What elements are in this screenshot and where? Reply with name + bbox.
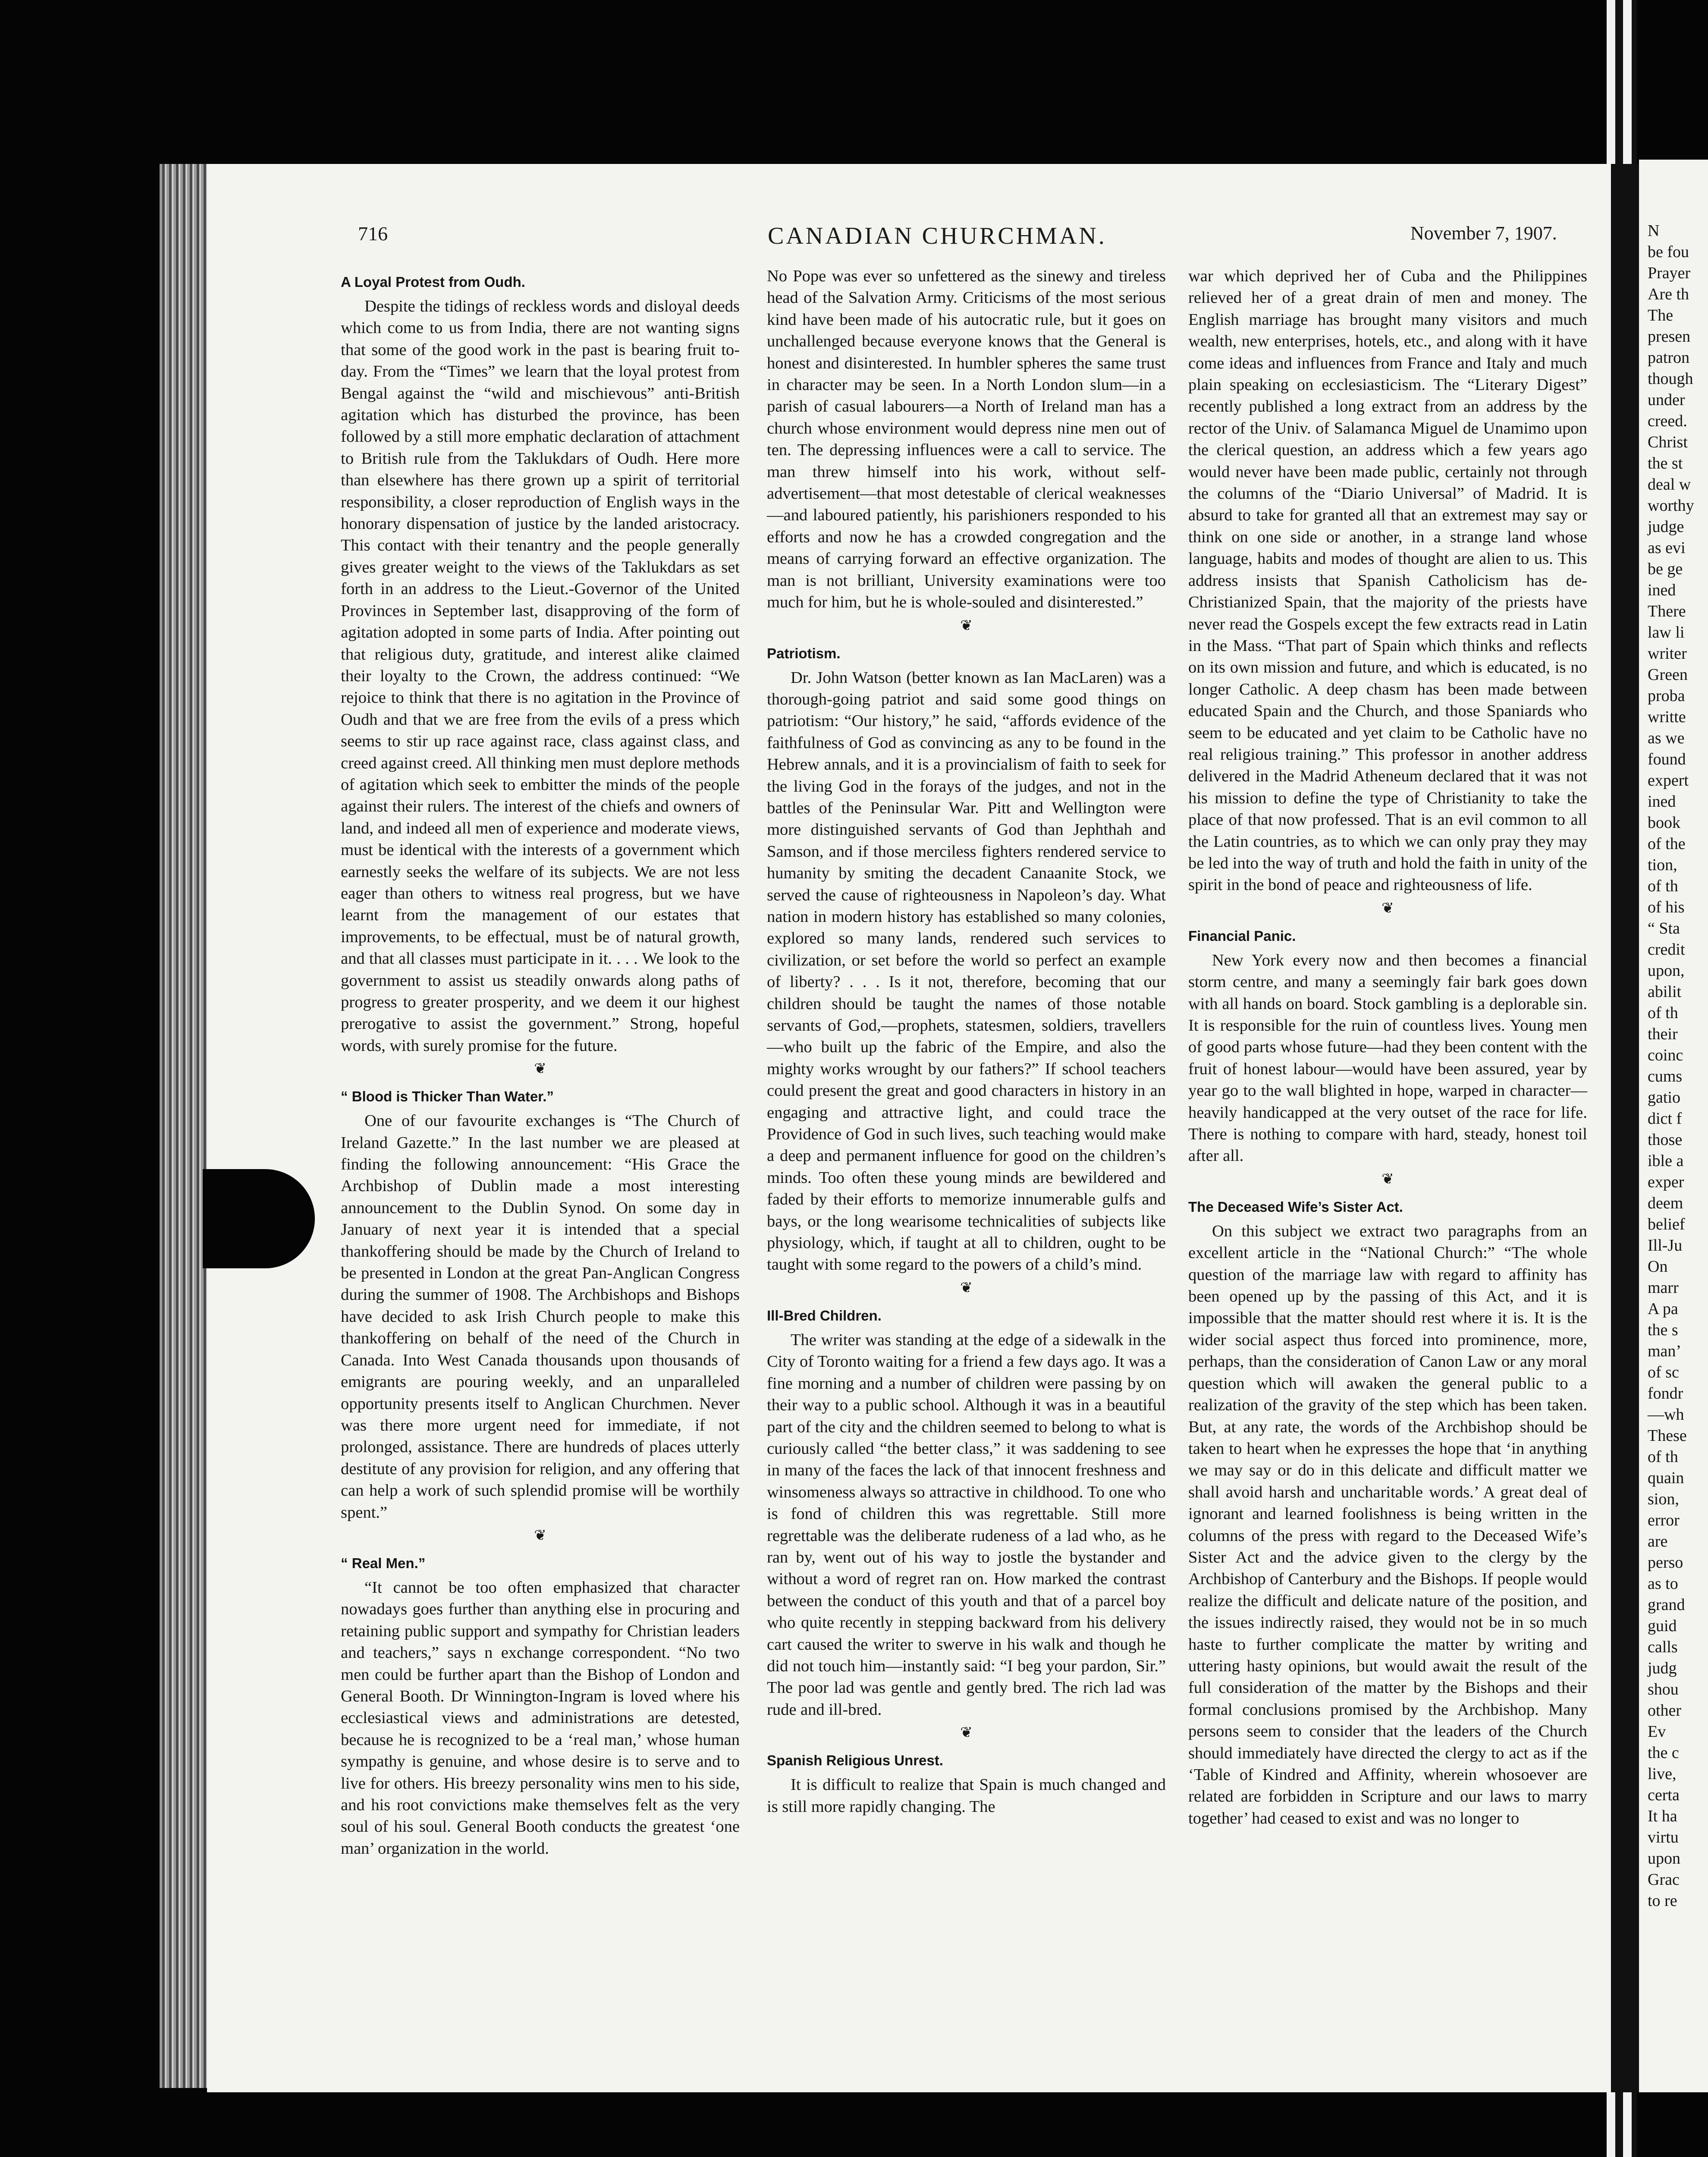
- article-spanish-unrest: It is difficult to realize that Spain is much changed and is still more rapidly changing. The: [767, 1776, 1166, 1816]
- heading-blood-thicker: “ Blood is Thicker Than Water.”: [341, 1088, 554, 1105]
- thumb-shadow: [203, 1169, 315, 1268]
- heading-real-men: “ Real Men.”: [341, 1555, 426, 1571]
- next-page-fragment: upon: [1648, 1849, 1680, 1868]
- next-page-fragment: Green: [1648, 666, 1688, 684]
- next-page-fragment: worthy: [1648, 497, 1694, 515]
- next-page-fragment: judg: [1648, 1659, 1677, 1677]
- next-page-fragment: quain: [1648, 1469, 1684, 1487]
- next-page-fragment: coinc: [1648, 1046, 1683, 1064]
- next-page-fragment: be fou: [1648, 243, 1689, 261]
- next-page-fragment: presen: [1648, 327, 1691, 346]
- page-number: 716: [358, 223, 388, 245]
- next-page-fragment: of th: [1648, 1448, 1678, 1466]
- section-ornament: ❦: [534, 1527, 546, 1544]
- next-page-fragment: perso: [1648, 1553, 1683, 1572]
- next-page-fragment: It ha: [1648, 1807, 1677, 1825]
- next-page-fragment: virtu: [1648, 1828, 1679, 1846]
- next-page-fragment: are: [1648, 1532, 1668, 1550]
- heading-deceased-wife: The Deceased Wife’s Sister Act.: [1188, 1198, 1403, 1215]
- next-page-fragment: Are th: [1648, 285, 1689, 303]
- article-patriotism: Dr. John Watson (better known as Ian MacLaren) was a thorough-going patriot and said some good things on patriotism: “Our history,” he said, “affords evidence of the faithfulness of God as convincing as any to be found in the Hebrew annals, and it is a provincialism of faith to seek for the living God in the forays of the judges, and not in the battles of the Peninsular War. Pitt and Wellington were more distinguished servants of God than Jephthah and Samson, and if those merciless fighters rendered service to humanity by smiting the decadent Canaanite Stock, we served the cause of righteousness in Napoleon’s day. What nation in modern history has established so many colonies, explored so many lands, rendered such services to civilization, or set before the world so perfect an example of liberty? . . . Is it not, therefore, becoming that our children should be taught the names of those notable servants of God,—prophets, statesmen, soldiers, travellers—who built up the fabric of the Empire, and also the mighty works wrought by our fathers?” If school teachers could present the great and good characters in history in an engaging and attractive light, and could trace the Providence of God in such lives, such teaching would make a deep and permanent influence for good on the children’s minds. Too often these young minds are bewildered and faded by their efforts to memorize innumerable gulfs and bays, or the long wearisome technicalities of subjects like physiology, which, if taught at all to children, ought to be taught with some regard to the powers of a child’s mind.: [767, 668, 1166, 1274]
- next-page-fragment: sion,: [1648, 1490, 1679, 1508]
- next-page-fragment: calls: [1648, 1638, 1678, 1656]
- next-page-fragment: dict f: [1648, 1110, 1682, 1128]
- next-page-fragment: those: [1648, 1131, 1683, 1149]
- next-page-fragment: expert: [1648, 771, 1689, 789]
- next-page-fragment: —wh: [1648, 1406, 1684, 1424]
- next-page-fragment: shou: [1648, 1680, 1679, 1698]
- next-page-fragment: ined: [1648, 581, 1676, 599]
- heading-loyal-protest: A Loyal Protest from Oudh.: [341, 274, 525, 290]
- next-page-fragment: tion,: [1648, 856, 1677, 874]
- next-page-fragment: man’: [1648, 1342, 1682, 1360]
- next-page-fragment: cums: [1648, 1067, 1683, 1085]
- next-page-fragment: On: [1648, 1258, 1668, 1276]
- column-1: [341, 265, 740, 1859]
- heading-financial-panic: Financial Panic.: [1188, 928, 1296, 944]
- next-page-fragment: These: [1648, 1427, 1687, 1445]
- article-spanish-unrest-continued: war which deprived her of Cuba and the Philippines relieved her of a great drain of men and money. The English marriage has brought many visitors and much wealth, new enterprises, hotels, etc., and along with it have come ideas and influences from France and Italy and much plain speaking on ecclesiasticism. The “Literary Digest” recently published a long extract from an address by the rector of the Univ. of Salamanca Miguel de Unamimo upon the clerical question, an address which a few years ago would never have been made public, certainly not through the columns of the “Diario Universal” of Madrid. It is absurd to take for granted all that an extremest may say or think on one side or another, in a strange land whose language, habits and modes of thought are alien to us. This address insists that Spanish Catholicism has de-Christianized Spain, that the majority of the priests have never read the Gospels except the few extracts read in Latin in the Mass. “That part of Spain which thinks and reflects on its own mission and future, and which is educated, is no longer Catholic. A deep chasm has been made between educated Spain and the Church, and those Spaniards who seem to be educated and yet claim to be Catholic have no real religious training.” This professor in another address delivered in the Madrid Atheneum declared that it was not his mission to define the type of Christianity to take the place of that now professed. That is an evil common to all the Latin countries, as to which we can only pray they may be led into the way of truth and hold the faith in unity of the spirit in the bond of peace and righteousness of life.: [1188, 267, 1587, 894]
- next-page-fragment: book: [1648, 814, 1680, 832]
- next-page-fragment: be ge: [1648, 560, 1683, 578]
- next-page-fragment: deal w: [1648, 475, 1691, 494]
- next-page-fragment: Christ: [1648, 433, 1688, 451]
- article-real-men: “It cannot be too often emphasized that character nowadays goes further than anything else in procuring and retaining public support and sympathy for Christian leaders and teachers,” says n exchange correspondent. “No two men could be further apart than the Bishop of London and General Booth. Dr Winnington-Ingram is loved where his ecclesiastical views and administrations are detested, because he is recognized to be a ‘real man,’ whose human sympathy is genuine, and whose desire is to serve and to live for others. His breezy personality wins men to his side, and his root convictions make themselves felt as the very soul of his soul. General Booth conducts the greatest ‘one man’ organization in the world.: [341, 1578, 740, 1858]
- next-page-fragment: grand: [1648, 1596, 1685, 1614]
- next-page-fragment: of his: [1648, 898, 1685, 916]
- next-page-edge: [1639, 160, 1708, 2092]
- next-page-fragment: other: [1648, 1701, 1682, 1720]
- binding-top: [1607, 0, 1637, 164]
- next-page-fragment: “ Sta: [1648, 919, 1680, 937]
- next-page-fragment: to re: [1648, 1892, 1677, 1910]
- next-page-fragment: proba: [1648, 687, 1685, 705]
- section-ornament: ❦: [1381, 900, 1394, 916]
- next-page-fragment: exper: [1648, 1173, 1684, 1191]
- next-page-fragment: law li: [1648, 623, 1685, 641]
- heading-spanish-unrest: Spanish Religious Unrest.: [767, 1752, 943, 1769]
- next-page-fragment: N: [1648, 222, 1660, 240]
- next-page-fragment: writte: [1648, 708, 1686, 726]
- article-loyal-protest: Despite the tidings of reckless words and disloyal deeds which come to us from India, there are not wanting signs that some of the good work in the past is bearing fruit to-day. From the “Times” we learn that the loyal protest from Bengal against the “wild and mischievous” anti-British agitation which has disturbed the province, has been followed by a still more emphatic declaration of attachment to British rule from the Taklukdars of Oudh. Here more than elsewhere has there grown up a spirit of territorial responsibility, a closer reproduction of English ways in the honorary dispensation of justice by the landed aristocracy. This contact with their tenantry and the people generally gives greater weight to the views of the Taklukdars as set forth in an address to the Lieut.-Governor of the United Provinces in September last, disapproving of the form of agitation adopted in some parts of India. After pointing out that religious duty, gratitude, and interest alike claimed their loyalty to the Crown, the address continued: “We rejoice to think that there is no agitation in the Province of Oudh and that we are free from the evils of a press which seems to stir up race against race, class against class, and creed against creed. All thinking men must deplore methods of agitation which seek to embitter the minds of the people against their rulers. The interest of the chiefs and owners of land, and indeed all men of experience and moderate views, must be identical with the interests of a government which earnestly seeks the welfare of its subjects. We are not less eager than others to witness real progress, but we have learnt from the management of our estates that improvements, to be effectual, must be of natural growth, and that all classes must participate in it. . . . We look to the government to assist us steadily onwards along paths of progress to greater prosperity, and we deem it our highest prerogative to assist the government.” Strong, hopeful words, with surely promise for the future.: [341, 297, 740, 1055]
- next-page-fragment: judge: [1648, 518, 1684, 536]
- next-page-fragment: of the: [1648, 835, 1686, 853]
- next-page-fragment: Grac: [1648, 1871, 1680, 1889]
- next-page-fragment: Ill-Ju: [1648, 1236, 1683, 1255]
- next-page-fragment: ined: [1648, 792, 1676, 811]
- next-page-fragment: though: [1648, 370, 1693, 388]
- next-page-fragment: deem: [1648, 1194, 1683, 1212]
- next-page-fragment: the st: [1648, 454, 1683, 472]
- section-ornament: ❦: [534, 1061, 546, 1077]
- next-page-fragment: belief: [1648, 1215, 1685, 1233]
- heading-patriotism: Patriotism.: [767, 645, 841, 661]
- next-page-fragment: patron: [1648, 349, 1690, 367]
- section-ornament: ❦: [960, 1280, 973, 1296]
- next-page-fragment: as to: [1648, 1575, 1678, 1593]
- next-page-fragment: upon,: [1648, 962, 1685, 980]
- next-page-fragment: marr: [1648, 1279, 1679, 1297]
- next-page-fragment: of sc: [1648, 1363, 1679, 1381]
- article-blood-thicker: One of our favourite exchanges is “The Church of Ireland Gazette.” In the last number we are pleased at finding the following announcement: “His Grace the Archbishop of Dublin made a most interesting announcement to the Dublin Synod. On some day in January of next year it is intended that a special thankoffering should be made by the Church of Ireland to be presented in London at the great Pan-Anglican Congress during the summer of 1908. The Archbishops and Bishops have decided to ask Irish Church people to make this thankoffering on behalf of the need of the Church in Canada. Into West Canada thousands upon thousands of emigrants are pouring weekly, and an unparalleled opportunity presents itself to Anglican Churchmen. Never was there more urgent need for immediate, if not prolonged, assistance. There are hundreds of places utterly destitute of any provision for religion, and any offering that can help a work of such splendid promise will be worthily spent.”: [341, 1112, 740, 1522]
- column-3: [1188, 265, 1587, 1829]
- next-page-fragment: abilit: [1648, 983, 1682, 1001]
- next-page-fragment: There: [1648, 602, 1686, 620]
- article-deceased-wife: On this subject we extract two paragraphs from an excellent article in the “National Church:” “The whole question of the marriage law with regard to affinity has been opened up by the passing of this Act, and it is impossible that the matter should rest where it is. It is the wider social aspect thus forced into prominence, more, perhaps, than the consideration of Canon Law or any moral question which will awaken the general public to a realization of the gravity of the step which has been taken. But, at any rate, the words of the Archbishop should be taken to heart when he expresses the hope that ‘in anything we may say or do in this delicate and difficult matter we shall avoid harsh and uncharitable words.’ A great deal of ignorant and learned foolishness is being written in the columns of the press with regard to the Deceased Wife’s Sister Act and the advice given to the clergy by the Archbishop of Canterbury and the Bishops. If people would realize the difficult and delicate nature of the position, and the issues indirectly raised, they would not be in so much haste to further complicate the matter by writing and uttering hasty opinions, but would await the result of the full consideration of the matter by the Bishops and their formal conclusions promised by the Archbishop. Many persons seem to consider that the leaders of the Church should immediately have directed the clergy to act as if the ‘Table of Kindred and Affinity, wherein whosoever are related are forbidden in Scripture and our laws to marry together’ had ceased to exist and was no longer to: [1188, 1222, 1587, 1827]
- next-page-fragment: gatio: [1648, 1088, 1680, 1107]
- next-page-fragment: Ev: [1648, 1723, 1666, 1741]
- next-page-fragment: fondr: [1648, 1384, 1683, 1402]
- next-page-fragment: of th: [1648, 877, 1678, 895]
- next-page-fragment: writer: [1648, 645, 1687, 663]
- next-page-fragment: as we: [1648, 729, 1685, 747]
- next-page-fragment: ible a: [1648, 1152, 1684, 1170]
- heading-ill-bred-children: Ill-Bred Children.: [767, 1307, 882, 1324]
- running-header: [0, 222, 1708, 257]
- issue-date: November 7, 1907.: [1410, 223, 1557, 244]
- next-page-fragment: the s: [1648, 1321, 1678, 1339]
- next-page-fragment: The: [1648, 306, 1673, 324]
- article-financial-panic: New York every now and then becomes a financial storm centre, and many a seemingly fair bark goes down with all hands on board. Stock gambling is a deplorable sin. It is responsible for the ruin of countless lives. Young men of good parts whose future—had they been content with the fruit of honest labour—would have been assured, year by year go to the wall blighted in hope, warped in character—heavily handicapped at the very outset of the race for life. There is nothing to compare with hard, steady, honest toil after all.: [1188, 951, 1587, 1165]
- article-real-men-continued: No Pope was ever so unfettered as the sinewy and tireless head of the Salvation Army. Criticisms of the most serious kind have been made of his autocratic rule, but it goes on unchallenged because everyone knows that the General is honest and disinterested. In humbler spheres the same trust in character may be seen. In a North London slum—in a parish of casual labourers—a North of Ireland man has a church whose environment would depress nine men out of ten. The depressing influences were a call to service. The man threw himself into his work, without self-advertisement—that most detestable of clerical weaknesses—and laboured patiently, his parishioners responded to his efforts and now he has a crowded congregation and the means of carrying forward an effective organization. The man is not brilliant, University examinations were too much for him, but he is whole-souled and disinterested.”: [767, 267, 1166, 612]
- next-page-fragment: their: [1648, 1025, 1678, 1043]
- next-page-fragment: live,: [1648, 1765, 1677, 1783]
- section-ornament: ❦: [960, 1725, 973, 1741]
- next-page-fragment: Prayer: [1648, 264, 1691, 282]
- next-page-fragment: as evi: [1648, 539, 1686, 557]
- next-page-fragment: found: [1648, 750, 1686, 768]
- next-page-fragment: of th: [1648, 1004, 1678, 1022]
- binding-bottom: [1607, 2092, 1637, 2157]
- column-2: [767, 265, 1166, 1817]
- next-page-fragment: A pa: [1648, 1300, 1678, 1318]
- book-gutter: [1611, 164, 1639, 2092]
- next-page-fragment: creed.: [1648, 412, 1687, 430]
- next-page-fragment: error: [1648, 1511, 1680, 1529]
- next-page-fragment: certa: [1648, 1786, 1680, 1804]
- next-page-fragment: the c: [1648, 1744, 1679, 1762]
- section-ornament: ❦: [1381, 1171, 1394, 1187]
- article-ill-bred-children: The writer was standing at the edge of a sidewalk in the City of Toronto waiting for a friend a few days ago. It was a fine morning and a number of children were passing by on their way to a public school. Although it was in a beautiful part of the city and the children seemed to belong to what is curiously called “the better class,” it was saddening to see in many of the faces the lack of that innocent freshness and winsomeness always so attractive in childhood. To one who is fond of children this was regrettable. Still more regrettable was the deliberate rudeness of a lad who, as he ran by, went out of his way to jostle the bystander and without a word of regret ran on. How marked the contrast between the conduct of this youth and that of a parcel boy who quite recently in stepping backward from his delivery cart caused the writer to swerve in his walk and though he did not touch him—instantly said: “I beg your pardon, Sir.” The poor lad was gentle and gently bred. The rich lad was rude and ill-bred.: [767, 1330, 1166, 1719]
- publication-title: CANADIAN CHURCHMAN.: [768, 223, 1107, 249]
- next-page-fragment: guid: [1648, 1617, 1677, 1635]
- next-page-fragment: under: [1648, 391, 1685, 409]
- section-ornament: ❦: [960, 617, 973, 634]
- next-page-fragment: credit: [1648, 940, 1685, 959]
